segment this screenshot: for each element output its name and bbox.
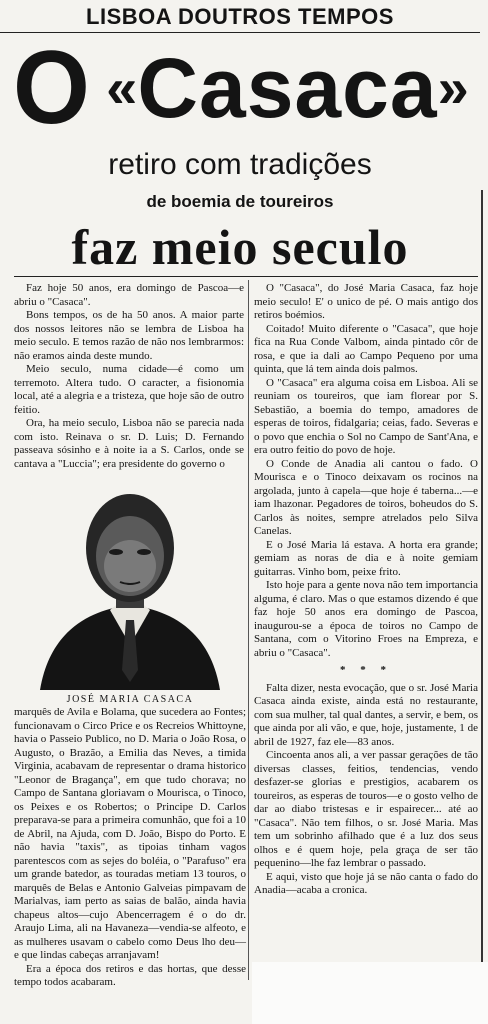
paragraph: Faz hoje 50 anos, era domingo de Pascoa—e abriu o "Casaca". bbox=[14, 282, 244, 308]
paragraph: Ora, ha meio seculo, Lisboa não se parecia nada com isto. Reinava o sr. D. Luis; D. Fernando passeava sósinho e à noite ia a S. Carlos, onde se cantava a "Luccia"; era presidente do governo o bbox=[14, 417, 244, 470]
left-column-bottom bbox=[14, 706, 246, 990]
headline-rule bbox=[14, 276, 478, 277]
paragraph: Cincoenta anos ali, a ver passar gerações de tão diversas classes, feitios, tendencias, vendo desfazer-se glorias e prestigios, acabarem os toureiros, as esperas de touros—e o gosto velho de dar ao diabo tristesas e ir espairecer... até ao "Casaca". Não tem filhos, o sr. José Maria. Mas tem um sobrinho afilhado que é a luz dos seus olhos e é quem hoje, pela graça de ser tão pequenino—lhe faz lembrar o passado. bbox=[254, 749, 478, 869]
paragraph: E o José Maria lá estava. A horta era grande; gemiam as noras de dia e à noite gemiam guitarras. Vinho bom, peixe frito. bbox=[254, 538, 478, 578]
photo-caption: JOSÉ MARIA CASACA bbox=[66, 694, 194, 705]
paragraph: E aqui, visto que hoje já se não canta o fado do Anadia—acaba a cronica. bbox=[254, 870, 478, 896]
paragraph: O Conde de Anadia ali cantou o fado. O Mourisca e o Tinoco deixavam os rocinos na argolada, junto à capela—que hoje é taberna...—e iam lhazonar. Pegadores de toiros, boheudos do S. Carlos às noites, sempre atrelados pelo Silva Canelas. bbox=[254, 457, 478, 537]
section-kicker: LISBOA DOUTROS TEMPOS bbox=[86, 4, 394, 29]
title-open-quote: « bbox=[106, 56, 138, 119]
title-close-quote: » bbox=[437, 56, 469, 119]
page-edge-rule bbox=[481, 190, 483, 1010]
subtitle-secondary: de boemia de toureiros bbox=[146, 192, 334, 211]
section-separator: * * * bbox=[340, 664, 392, 676]
blank-area bbox=[252, 962, 488, 1024]
subtitle-primary: retiro com tradições bbox=[108, 148, 372, 181]
paragraph: O "Casaca", do José Maria Casaca, faz hoje meio seculo! E' o unico de pé. O mais antigo dos retiros boémios. bbox=[254, 282, 478, 321]
portrait-photo bbox=[30, 470, 230, 690]
right-column bbox=[254, 282, 478, 898]
paragraph: Meio seculo, numa cidade—é como um terremoto. Altera tudo. O caracter, a fisionomia local, até a alegria e a tristeza, que hoje são de outro feitio. bbox=[14, 363, 244, 416]
paragraph: O "Casaca" era alguma coisa em Lisboa. Ali se reuniam os toureiros, que iam florear por S. Sebastião, a boemia do tempo, amadores de esperas de toiros, fidalgaria; ceias, fado. Severas e o povo que enchia o Sol no Campo de Sant'Ana, e era outro feitio do povo de hoje. bbox=[254, 376, 478, 456]
left-column-top bbox=[14, 282, 244, 471]
paragraph: Isto hoje para a gente nova não tem importancia alguma, é claro. Mas o que estamos dizendo é que faz hoje 50 anos era domingo de Pascoa, inaugurou-se a época de toiros no Campo de Santana, com o Vitorino Froes na Empreza, e abriu o "Casaca". bbox=[254, 579, 478, 659]
main-headline: faz meio seculo bbox=[71, 219, 409, 275]
column-divider bbox=[248, 280, 249, 980]
paragraph: marquês de Avila e Bolama, que sucedera ao Fontes; funcionavam o Circo Price e os Recreios Whittoyne, havia o Passeio Publico, no D. Maria o João Rosa, o Augusto, o Brazão, a Emilia das Neves, a timida Virginia, acabavam de representar o drama historico "Leonor de Bragança", em que tudo chorava; no Campo de Santana gloriavam o Mourisca, o Tinoco, os Peixes e os Robertos; o Principe D. Carlos preparava-se para a primeira comunhão, que foi a 10 de Abril, na Ajuda, com D. João, Bispo do Porto. E não havia "taxis", as tipoias tinham vagos parentescos com as sejes do boléia, o "Parafuso" era um grande batedor, as touradas metiam 13 touros, o marquês de Belas e Antonio Galveias pimpavam de Marialvas, iam perto as saias de balão, ainda havia chapeus altos—cujo Abencerragem é o do dr. Araujo Lima, ali na Havaneza—vendia-se alfeoto, e as mulheres usavam o cabelo como Deus lho deu—e que lindas cabeças arranjavam! bbox=[14, 706, 246, 961]
title-word: Casaca bbox=[137, 41, 438, 135]
paragraph: Coitado! Muito diferente o "Casaca", que hoje fica na Rua Conde Valbom, ainda pintado côr de rosa, e que ia dali ao Campo Pequeno por uma quinta, que lá tem ainda dois palmos. bbox=[254, 322, 478, 375]
paragraph: Falta dizer, nesta evocação, que o sr. José Maria Casaca ainda existe, ainda está no restaurante, com sua mulher, tal qual dantes, a servir, e bem, os que ainda por ali vão, e que, hoje, justamente, 1 de abril de 1927, faz ele—83 anos. bbox=[254, 681, 478, 748]
paragraph: Bons tempos, os de ha 50 anos. A maior parte dos nossos leitores não se lembra de Lisboa ha meio seculo. E temos razão de não nos lembrarmos: não eramos ainda deste mundo. bbox=[14, 309, 244, 362]
paragraph: Era a época dos retiros e das hortas, que desse tempo todos acabaram. bbox=[14, 962, 246, 988]
title-article: O bbox=[13, 30, 91, 146]
masthead-title bbox=[0, 30, 480, 146]
